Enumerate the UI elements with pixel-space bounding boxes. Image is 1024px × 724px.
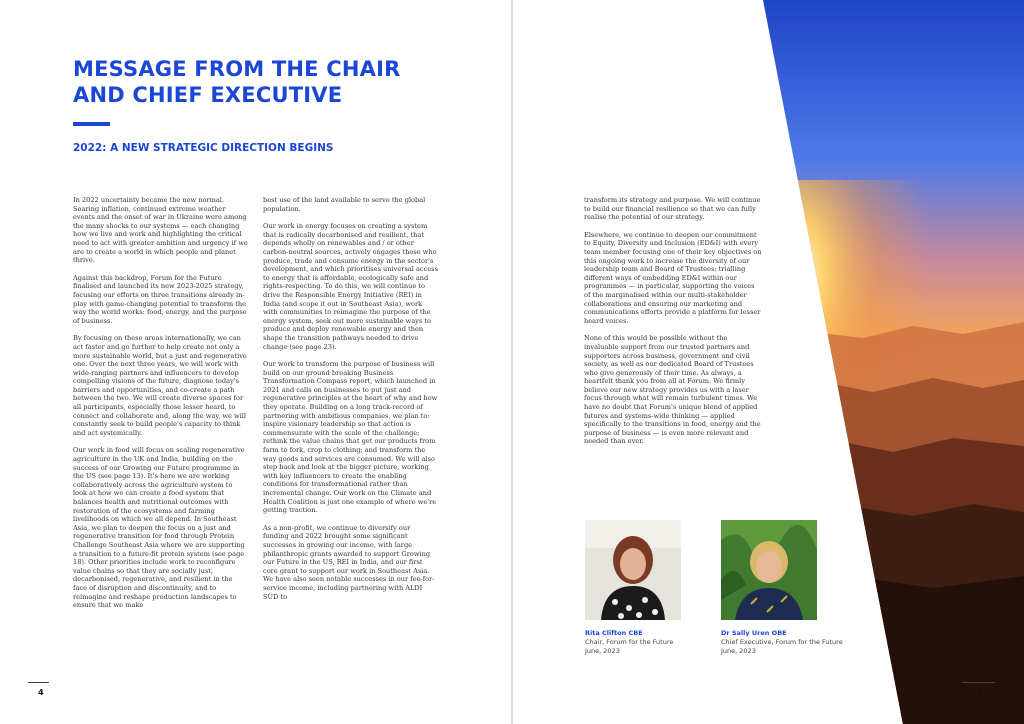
chair-portrait-photo [585,520,681,620]
paragraph: Against this backdrop, Forum for the Future finalised and launched its new 2023-2025 strategy, focusing our efforts on three transitions already in-play with game-changing potential to transform the way the world works: food, energy, and the purpose of business. [73,273,247,325]
paragraph: best use of the land available to serve the global population. [263,196,426,213]
paragraph: transform its strategy and purpose. We will continue to build our financial resilience so that we can fully realise the potential of our strategy. [584,196,761,222]
paragraph: Elsewhere, we continue to deepen our commitment to Equity, Diversity and Inclusion (ED&I) with every team member focusing one of their key objectives on this ongoing work to increase the diversity of our leadership team and Board of Trustees; trialling different ways of embedding ED&I within our programmes — in particular, supporting the voices of the marginalised within our multi-stakeholder collaborations and ensuring our marketing and communications efforts provide a platform for lesser heard voices. [584,230,762,325]
signatory-date: June, 2023 [721,647,756,655]
paragraph: Our work in food will focus on scaling regenerative agriculture in the UK and India, building on the success of our Growing our Future programme in the US (see page 13). It's here we are working collaboratively across the agriculture system to look at how we can create a food system that balances health and nutritional outcomes with restoration of the ecosystems and farming livelihoods on which we all depend. In Southeast Asia, we plan to deepen the focus on a just and regenerative transition for food through Protein Challenge Southeast Asia where we are supporting a transition to a future-fit protein system (see page 18). Other priorities include work to reconfigure value chains so that they are socially just, decarbonised, regenerative, and resilient in the face of disruption and discontinuity, and to reimagine and reshape production landscapes to ensure that we make [73,446,245,610]
page-number-rule [962,682,995,683]
title-underline [73,122,110,126]
paragraph: Our work to transform the purpose of business will build on our ground breaking Business Transformation Compass report, which launched in 2021 and calls on businesses to put just and regenerative principles at the heart of why and how they operate. Building on a long track-record of partnering with ambitious companies, we plan to: inspire visionary leadership so that action is commensurate with the scale of the challenge; rethink the value chains that get our products from farm to fork, crop to clothing; and transform the way goods and services are consumed. We will also step back and look at the bigger picture, working with key influencers to create the enabling conditions for transformational rather than incremental change. Our work on the Climate and Health Coalition is just one example of where we're getting traction. [263,360,438,515]
page-number-right: 5 [977,688,983,697]
chief-executive-caption [721,629,843,656]
title-line-2: AND CHIEF EXECUTIVE [73,83,343,107]
right-page [513,0,1024,724]
text-column-2 [263,196,438,610]
section-subtitle: 2022: A NEW STRATEGIC DIRECTION BEGINS [73,142,334,154]
signatory-name: Rita Clifton CBE [585,629,643,637]
paragraph: Our work in energy focuses on creating a system that is radically decarbonised and resilient, that depends wholly on renewables and / or other carbon-neutral sources, actively engages those who produce, trade and consume energy in the sector's development, and which prioritises universal access to energy that is affordable, ecologically safe and rights-respecting. To do this, we will continue to drive the Responsible Energy Initiative (REI) in India (and scope it out in Southeast Asia), work with communities to reimagine the purpose of the energy system, seek out more sustainable ways to produce and deploy renewable energy and then shape the transition pathways needed to drive change (see page 23). [263,222,438,351]
paragraph: As a non-profit, we continue to diversify our funding and 2022 brought some significant successes in growing our income, with large philanthropic grants awarded to support Growing our Future in the US, REI in India, and our first core grant to support our work in Southeast Asia. We have also seen notable successes in our fee-for-service income, including partnering with ALDI SÜD to [263,523,435,601]
left-page [0,0,511,724]
signatory-role: Chair, Forum for the Future [585,638,674,646]
page-number-left: 4 [38,688,44,697]
page-number-rule [28,682,49,683]
page-title [73,56,400,108]
paragraph: In 2022 uncertainty became the new normal. Soaring inflation, continued extreme weather events and the onset of war in Ukraine were among the many shocks to our systems — each changing how we live and work and highlighting the critical need to act with greater ambition and urgency if we are to create a world in which people and planet thrive. [73,196,248,265]
signatory-role: Chief Executive, Forum for the Future [721,638,843,646]
paragraph: None of this would be possible without the invaluable support from our trusted partners and supporters across business, government and civil society, as well as our dedicated Board of Trustees who give generously of their time. As always, a heartfelt thank you from all at Forum. We firmly believe our new strategy provides us with a laser focus through what will remain turbulent times. We have no doubt that Forum's unique blend of applied futures and systems-wide thinking — applied specifically to the transitions in food, energy and the purpose of business — is even more relevant and needed than ever. [584,334,761,446]
text-column-3 [584,196,762,455]
chair-caption [585,629,673,656]
signatory-date: June, 2023 [585,647,620,655]
paragraph: By focusing on these areas internationally, we can act faster and go further to help create not only a more sustainable world, but a just and regenerative one. Over the next three years, we will work with wide-ranging partners and influencers to develop compelling visions of the future, diagnose today's barriers and opportunities, and co-create a path between the two. We will create diverse spaces for all participants, especially those lesser heard, to connect and collaborate and, along the way, we will constantly seek to build people's capacity to think and act systemically. [73,334,247,437]
chief-executive-portrait-photo [721,520,817,620]
signatory-name: Dr Sally Uren OBE [721,629,787,637]
text-column-1 [73,196,248,619]
title-line-1: MESSAGE FROM THE CHAIR [73,57,401,81]
